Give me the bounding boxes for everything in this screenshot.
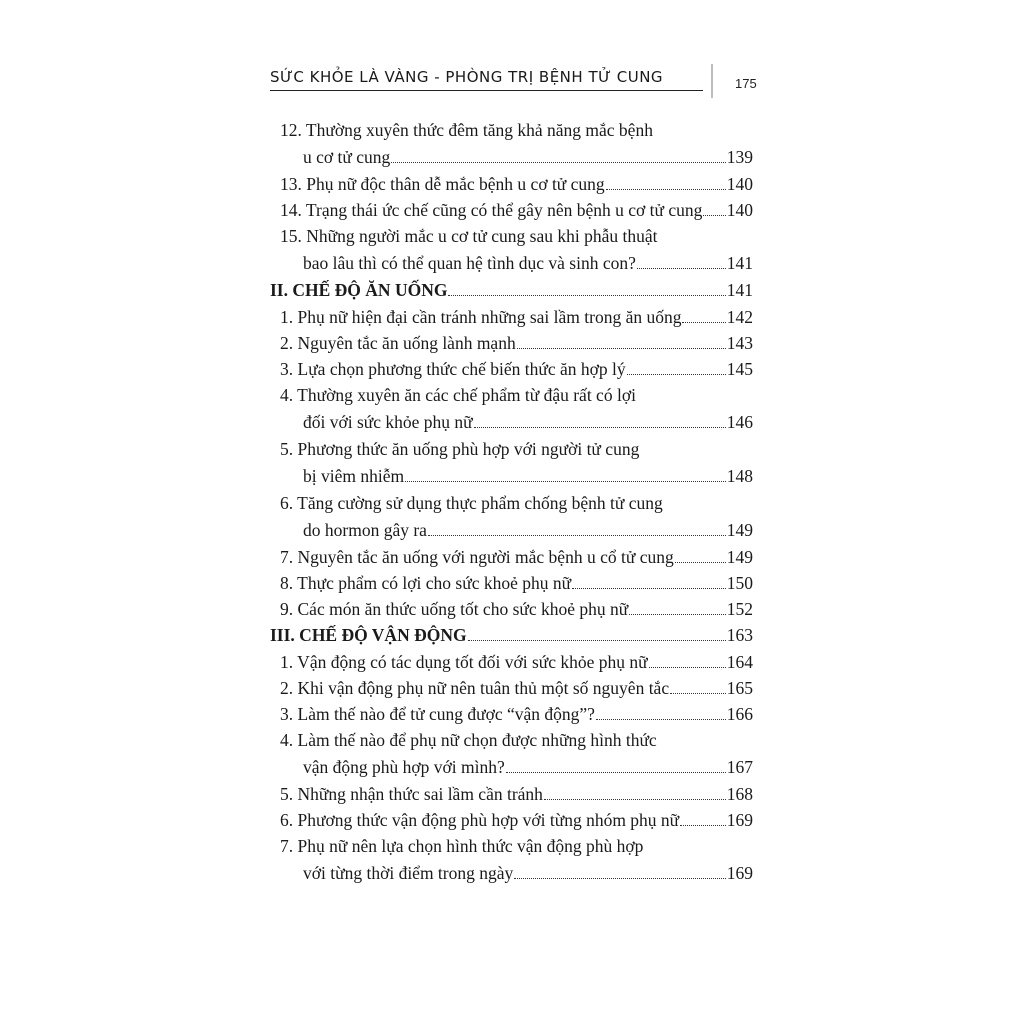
dot-leader (506, 772, 726, 773)
toc-entry-text: 12. Thường xuyên thức đêm tăng khả năng mắc bệnh (280, 120, 653, 140)
toc-page-number: 149 (726, 520, 753, 540)
toc-entry (280, 833, 753, 887)
dot-leader (405, 481, 726, 482)
toc-line (280, 727, 753, 754)
toc-entry-text: 6. Tăng cường sử dụng thực phẩm chống bệnh tử cung (280, 493, 663, 513)
toc-entry (280, 727, 753, 781)
toc-entry-text: 2. Nguyên tắc ăn uống lành mạnh (280, 333, 516, 353)
toc-line (280, 833, 753, 860)
toc-page-number: 152 (726, 599, 753, 619)
toc-line (280, 197, 753, 223)
toc-line (280, 171, 753, 197)
toc-page-number: 143 (726, 333, 753, 353)
toc-line (270, 277, 753, 304)
toc-line (280, 250, 753, 277)
toc-line (280, 356, 753, 382)
toc-entry-text: 5. Những nhận thức sai lầm cần tránh (280, 784, 543, 804)
table-of-contents (270, 117, 753, 887)
toc-page-number: 164 (726, 652, 753, 672)
toc-line (280, 490, 753, 517)
toc-entry-text: với từng thời điểm trong ngày (303, 863, 514, 883)
dot-leader (703, 215, 725, 216)
toc-entry-text: 9. Các món ăn thức uống tốt cho sức khoẻ phụ nữ (280, 599, 629, 619)
toc-entry (280, 436, 753, 490)
toc-line (280, 330, 753, 356)
toc-line (280, 117, 753, 144)
toc-entry-text: 4. Làm thế nào để phụ nữ chọn được những hình thức (280, 730, 657, 750)
header-divider (711, 64, 713, 98)
dot-leader (629, 614, 725, 615)
toc-entry-text: 7. Phụ nữ nên lựa chọn hình thức vận động phù hợp (280, 836, 644, 856)
toc-entry-text: do hormon gây ra (303, 520, 427, 540)
toc-line (270, 622, 753, 649)
toc-entry-text: đối với sức khỏe phụ nữ (303, 412, 473, 432)
toc-entry-text: 3. Làm thế nào để tử cung được “vận động”? (280, 704, 595, 724)
dot-leader (675, 562, 726, 563)
toc-entry-text: bao lâu thì có thể quan hệ tình dục và sinh con? (303, 253, 636, 273)
dot-leader (517, 348, 726, 349)
toc-entry (280, 330, 753, 356)
toc-page-number: 140 (726, 200, 753, 220)
toc-page-number: 166 (726, 704, 753, 724)
toc-entry-text: 5. Phương thức ăn uống phù hợp với người tử cung (280, 439, 640, 459)
toc-line (280, 675, 753, 701)
toc-entry (280, 649, 753, 675)
toc-line (280, 517, 753, 544)
toc-line (280, 436, 753, 463)
toc-line (280, 544, 753, 570)
toc-entry-text: vận động phù hợp với mình? (303, 757, 505, 777)
dot-leader (572, 588, 726, 589)
toc-line (280, 596, 753, 622)
toc-page-number: 145 (726, 359, 753, 379)
toc-line (280, 781, 753, 807)
toc-entry-text: 1. Phụ nữ hiện đại cần tránh những sai lầm trong ăn uống (280, 307, 682, 327)
dot-leader (670, 693, 726, 694)
toc-page-number: 139 (726, 147, 753, 167)
dot-leader (606, 189, 726, 190)
page-number: 175 (735, 76, 757, 91)
dot-leader (596, 719, 726, 720)
toc-entry (280, 356, 753, 382)
dot-leader (682, 322, 725, 323)
toc-page-number: 146 (726, 412, 753, 432)
toc-page-number: 169 (726, 863, 753, 883)
dot-leader (637, 268, 726, 269)
dot-leader (428, 535, 726, 536)
dot-leader (544, 799, 726, 800)
toc-line (280, 807, 753, 833)
toc-line (280, 570, 753, 596)
toc-entry (280, 596, 753, 622)
toc-entry-text: 14. Trạng thái ức chế cũng có thể gây nên bệnh u cơ tử cung (280, 200, 703, 220)
toc-page-number: 168 (726, 784, 753, 804)
toc-page-number: 165 (726, 678, 753, 698)
toc-entry-text: II. CHẾ ĐỘ ĂN UỐNG (270, 280, 448, 300)
toc-entry (280, 304, 753, 330)
toc-line (280, 223, 753, 250)
toc-entry (280, 223, 753, 277)
dot-leader (474, 427, 726, 428)
toc-page-number: 167 (726, 757, 753, 777)
toc-line (280, 701, 753, 727)
dot-leader (627, 374, 726, 375)
toc-entry-text: 7. Nguyên tắc ăn uống với người mắc bệnh u cổ tử cung (280, 547, 674, 567)
toc-entry-text: 1. Vận động có tác dụng tốt đối với sức khỏe phụ nữ (280, 652, 648, 672)
toc-entry-text: 8. Thực phẩm có lợi cho sức khoẻ phụ nữ (280, 573, 572, 593)
toc-page-number: 141 (726, 280, 753, 300)
toc-entry-text: 15. Những người mắc u cơ tử cung sau khi phẫu thuật (280, 226, 658, 246)
dot-leader (468, 640, 726, 641)
dot-leader (649, 667, 726, 668)
toc-entry (280, 570, 753, 596)
toc-line (280, 382, 753, 409)
toc-entry (280, 781, 753, 807)
toc-line (280, 409, 753, 436)
toc-entry-text: u cơ tử cung (303, 147, 391, 167)
toc-page-number: 149 (726, 547, 753, 567)
toc-line (280, 463, 753, 490)
toc-page-number: 141 (726, 253, 753, 273)
dot-leader (680, 825, 726, 826)
dot-leader (448, 295, 725, 296)
toc-section-heading (270, 622, 753, 649)
toc-entry-text: 3. Lựa chọn phương thức chế biến thức ăn hợp lý (280, 359, 626, 379)
toc-entry-text: 13. Phụ nữ độc thân dễ mắc bệnh u cơ tử cung (280, 174, 605, 194)
toc-line (280, 754, 753, 781)
dot-leader (391, 162, 725, 163)
toc-entry (280, 675, 753, 701)
toc-page-number: 150 (726, 573, 753, 593)
toc-entry-text: III. CHẾ ĐỘ VẬN ĐỘNG (270, 625, 467, 645)
toc-entry (280, 171, 753, 197)
toc-entry-text: 2. Khi vận động phụ nữ nên tuân thủ một số nguyên tắc (280, 678, 670, 698)
toc-entry (280, 544, 753, 570)
toc-line (280, 144, 753, 171)
toc-page-number: 140 (726, 174, 753, 194)
toc-line (280, 649, 753, 675)
toc-line (280, 860, 753, 887)
toc-page-number: 148 (726, 466, 753, 486)
toc-entry (280, 701, 753, 727)
running-header-title: SỨC KHỎE LÀ VÀNG - PHÒNG TRỊ BỆNH TỬ CUNG (270, 68, 664, 86)
toc-entry (280, 197, 753, 223)
toc-entry (280, 490, 753, 544)
toc-page-number: 169 (726, 810, 753, 830)
toc-page-number: 163 (726, 625, 753, 645)
toc-line (280, 304, 753, 330)
toc-entry (280, 117, 753, 171)
dot-leader (514, 878, 725, 879)
toc-entry-text: bị viêm nhiễm (303, 466, 405, 486)
toc-entry (280, 382, 753, 436)
toc-entry-text: 4. Thường xuyên ăn các chế phẩm từ đậu rất có lợi (280, 385, 636, 405)
toc-section-heading (270, 277, 753, 304)
toc-entry-text: 6. Phương thức vận động phù hợp với từng nhóm phụ nữ (280, 810, 680, 830)
header-rule (270, 90, 703, 91)
toc-page-number: 142 (726, 307, 753, 327)
toc-entry (280, 807, 753, 833)
